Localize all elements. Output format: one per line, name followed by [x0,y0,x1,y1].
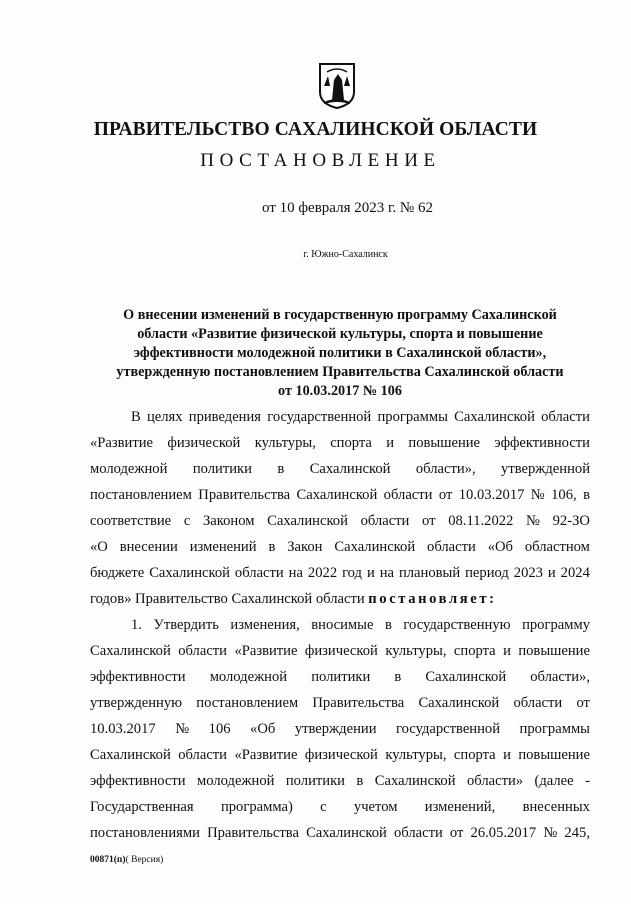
word: внесенных [522,799,590,815]
word: 10.03.2017 [90,721,156,737]
word: программа) [220,799,293,815]
word: 106 [208,721,231,737]
text-line [90,430,590,456]
word: эффективности [90,669,186,685]
text-line [90,586,590,612]
word: в [384,617,392,633]
word: постановлением [196,695,299,711]
word: изменений, [424,799,496,815]
word: и [503,643,511,659]
word: Правительства [312,695,405,711]
preamble-closing-text: годов» Правительство Сахалинской области [90,591,369,607]
word: с [183,513,191,529]
word: вносимые [311,617,374,633]
word: изменения, [230,617,300,633]
word: области», [415,461,476,477]
word: 1. [131,617,142,633]
word: молодежной [209,669,288,685]
text-line [90,768,590,794]
word: Сахалинской [267,513,348,529]
text-line [90,482,590,508]
text-line [90,820,590,846]
word: программы [377,409,448,425]
word: 92-ЗО [552,513,590,529]
word: области [513,695,563,711]
word: «Об [250,721,276,737]
word: внесении [119,539,178,555]
word: от [576,695,590,711]
word: 245, [564,825,590,841]
word: № [526,513,540,529]
word: спорта [453,643,496,659]
word: Сахалинской [149,565,230,581]
coat-of-arms-icon [318,62,356,110]
word: области [360,513,410,529]
word: от [449,825,464,841]
word: физической [304,747,378,763]
text-line [90,664,590,690]
text-line [90,794,590,820]
resolution-verb: постановляет: [368,591,497,607]
document-subject [90,306,590,401]
word: политики [192,461,252,477]
word: в [356,773,364,789]
word: утверждении [294,721,377,737]
word: области [393,825,443,841]
subject-line: утвержденную постановлением Правительства Сахалинской области [116,364,564,380]
text-line [90,508,590,534]
word: Сахалинской [309,461,391,477]
document-version-code [90,855,163,865]
word: период [465,565,509,581]
text-line [90,638,590,664]
word: повышение [408,435,481,451]
preamble-paragraph [90,404,590,612]
word: утвержденную [90,695,183,711]
word: эффективности [90,773,186,789]
word: области» [466,773,524,789]
document-version: ( Версия) [125,855,164,865]
word: области [234,565,284,581]
word: «Развитие [234,747,298,763]
word: области», [530,669,590,685]
text-line [90,456,590,482]
word: Государственная [90,799,194,815]
word: Утвердить [153,617,219,633]
word: Сахалинской [454,409,535,425]
word: государственной [267,409,372,425]
word: утвержденной [501,461,590,477]
word: Сахалинской [334,539,416,555]
word: 2024 [560,565,590,581]
word: молодежной [90,461,168,477]
word: и [503,747,511,763]
government-title: ПРАВИТЕЛЬСТВО САХАЛИНСКОЙ ОБЛАСТИ [93,119,538,140]
word: постановлением [90,487,192,503]
word: области [541,409,590,425]
word: области [427,539,476,555]
word: повышение [518,747,590,763]
text-line [90,560,590,586]
word: и [386,435,395,451]
word: молодежной [197,773,275,789]
subject-line: О внесении изменений в государственную программу Сахалинской [123,307,557,323]
word: с [320,799,327,815]
word: политики [311,669,371,685]
word: культуры, [385,643,447,659]
subject-line: области «Развитие физической культуры, спорта и повышение [137,326,543,342]
document-type: ПОСТАНОВЛЕНИЕ [200,150,441,171]
word: Сахалинской [296,487,378,503]
word: в [394,669,402,685]
item-1-paragraph [90,612,590,846]
word: областном [524,539,590,555]
word: программы [519,721,590,737]
word: Сахалинской [418,695,500,711]
document-place: г. Южно-Сахалинск [303,249,388,260]
word: культуры, [385,747,447,763]
document-date-number: от 10 февраля 2023 г. № 62 [261,200,433,216]
word: и [366,565,375,581]
word: бюджете [90,565,145,581]
word: государственной [396,721,501,737]
word: области [178,747,227,763]
word: спорта [330,435,372,451]
word: «Об [487,539,513,555]
word: «О [90,539,108,555]
word: в [268,539,276,555]
word: изменений [189,539,257,555]
word: целях [146,409,183,425]
word: Сахалинской [90,643,171,659]
word: в [583,487,590,503]
text-line [90,612,590,638]
word: культуры, [254,435,316,451]
word: № [530,487,545,503]
word: «Развитие [234,643,298,659]
word: эффективности [494,435,590,451]
word: Сахалинской [306,825,387,841]
word: в [277,461,285,477]
word: плановый [398,565,461,581]
word: на [379,565,395,581]
word: соответствие [90,513,172,529]
word: 26.05.2017 [470,825,537,841]
word: политики [285,773,345,789]
word: 2022 [307,565,338,581]
word: - [585,773,590,789]
word: от [438,487,453,503]
word: В [131,409,141,425]
text-line [90,716,590,742]
word: Правительства [198,487,291,503]
word: физической [167,435,241,451]
word: Сахалинской [425,669,507,685]
word: 08.11.2022 [448,513,514,529]
word: приведения [188,409,262,425]
word: учетом [353,799,398,815]
word: Сахалинской [90,747,171,763]
text-line [90,404,590,430]
word: постановлениями [90,825,200,841]
word: № [543,825,558,841]
word: государственную [403,617,511,633]
word: физической [304,643,378,659]
word: Законом [202,513,255,529]
subject-line: от 10.03.2017 № 106 [278,383,402,399]
word: программу [522,617,590,633]
word: 106, [551,487,577,503]
subject-line: эффективности молодежной политики в Сахалинской области», [133,345,547,361]
text-line [90,742,590,768]
document-code: 00871(п) [90,855,126,865]
word: от [422,513,436,529]
word: № [175,721,190,737]
word: (далее [534,773,574,789]
word: год [342,565,362,581]
text-line [90,534,590,560]
text-line [90,690,590,716]
word: и [547,565,556,581]
word: на [288,565,303,581]
word: 2023 [513,565,543,581]
word: «Развитие [90,435,154,451]
word: Правительства [207,825,299,841]
word: области [383,487,433,503]
word: области [178,643,227,659]
word: спорта [453,747,496,763]
word: Сахалинской [374,773,456,789]
word: 10.03.2017 [458,487,525,503]
word: Закон [287,539,323,555]
word: повышение [518,643,590,659]
